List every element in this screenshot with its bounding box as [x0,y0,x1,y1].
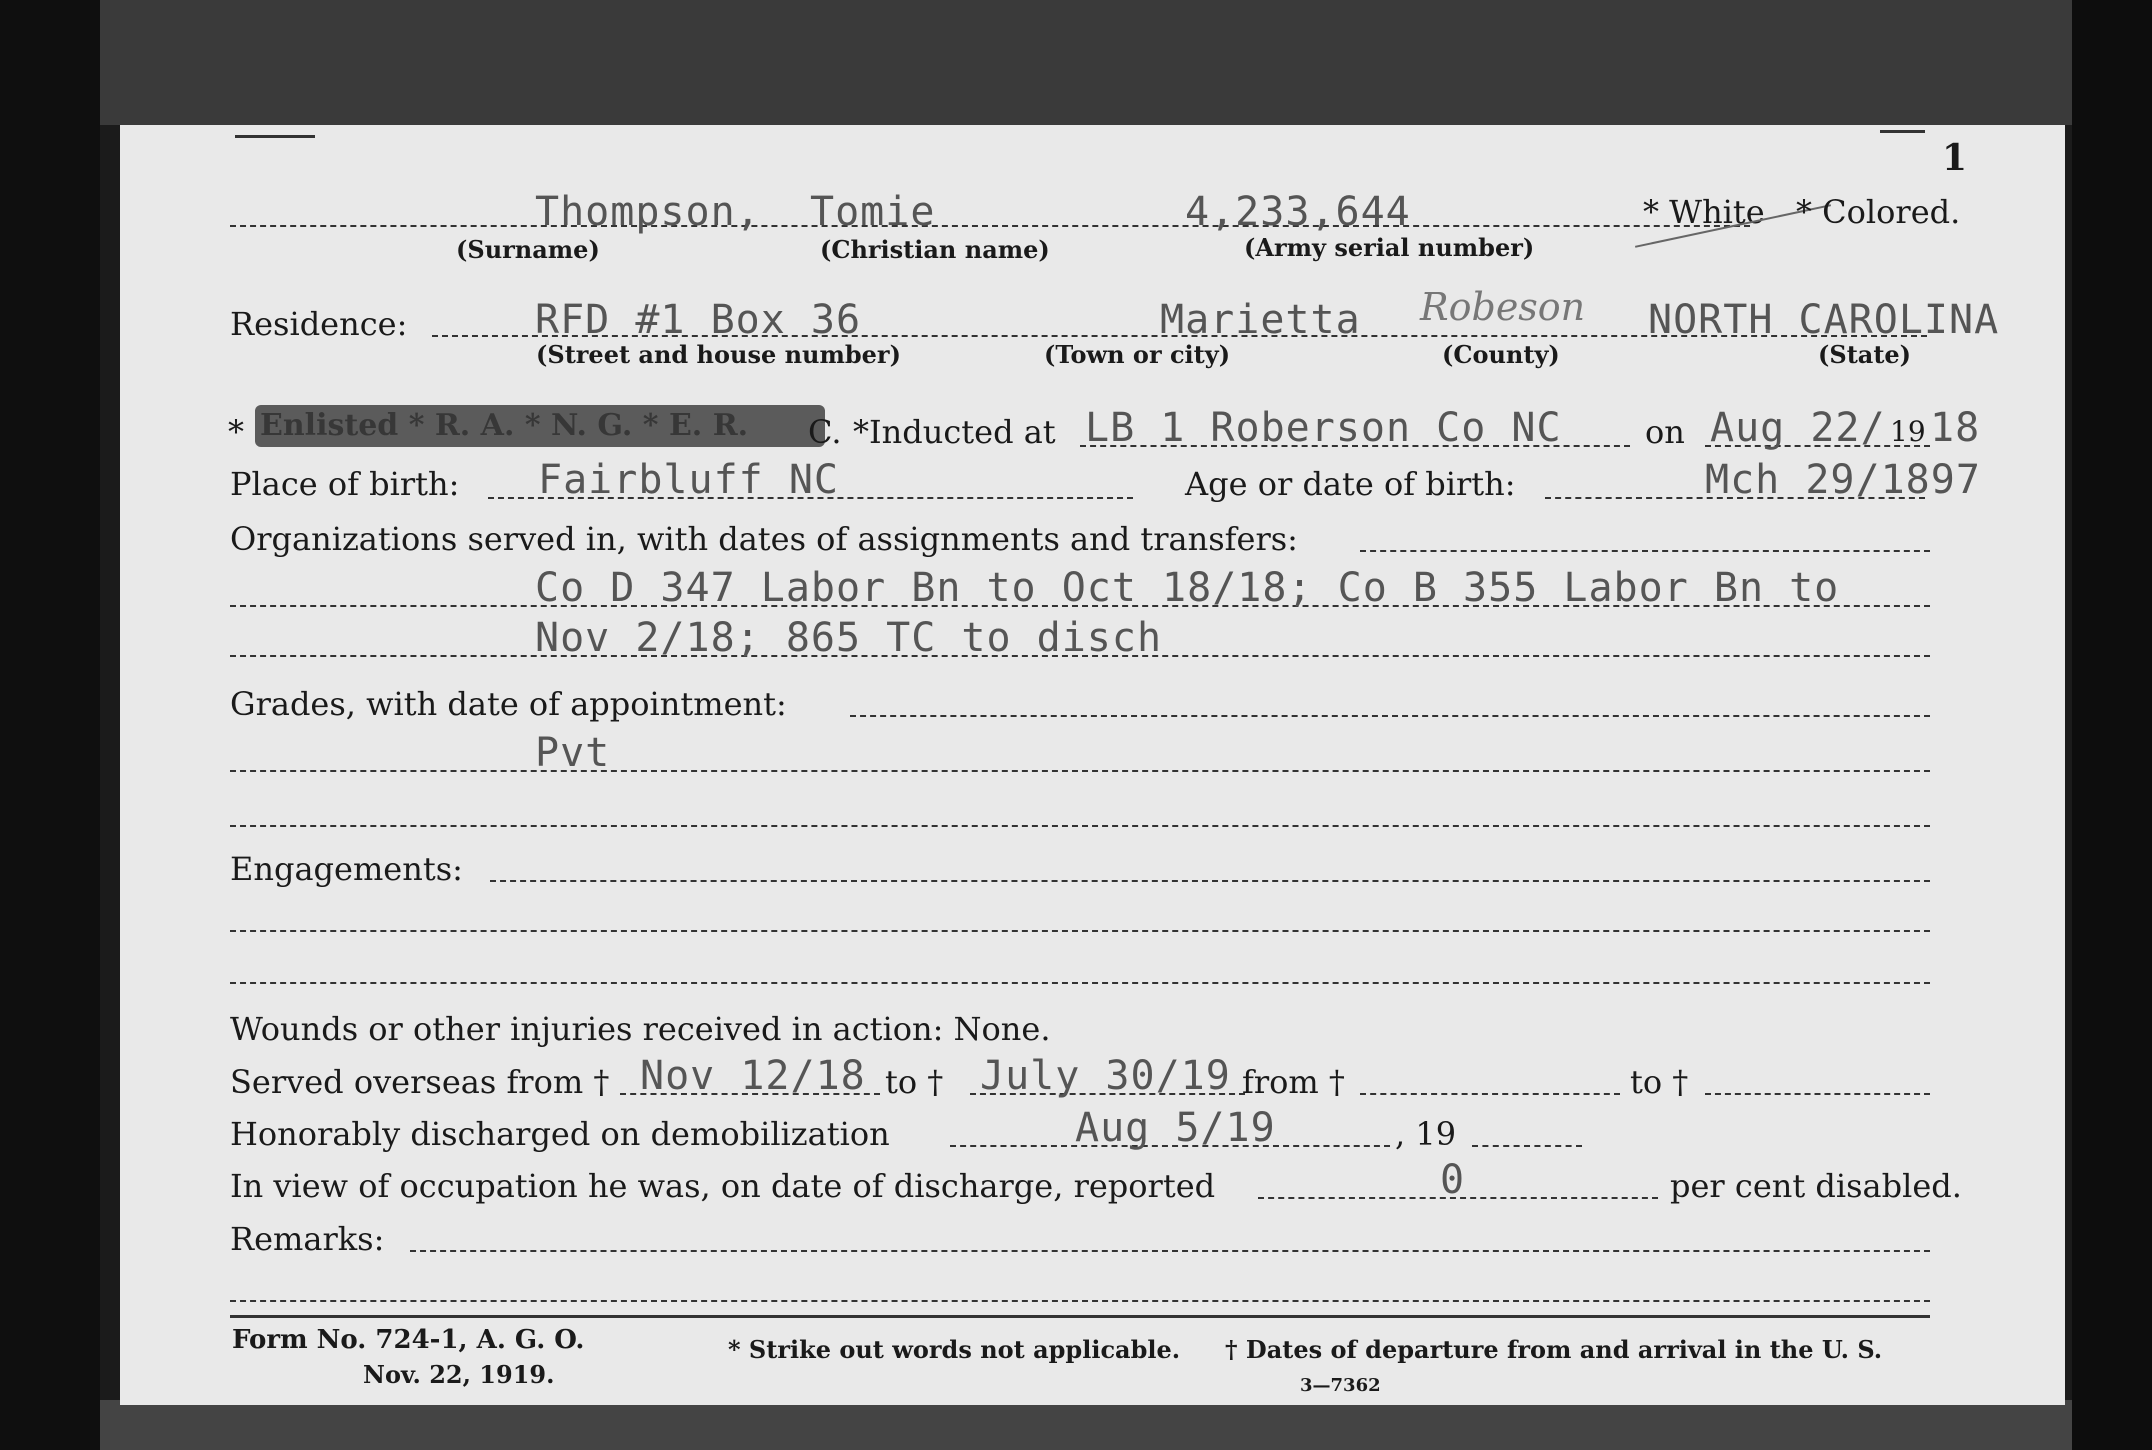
top-left-rule [235,135,315,138]
card-number: 1 [1942,137,1968,179]
remarks-label: Remarks: [230,1220,385,1258]
grades-label: Grades, with date of appointment: [230,685,787,723]
scan-background-bottom [100,1400,2072,1450]
inducted-value: LB 1 Roberson Co NC [1085,405,1562,451]
overseas-to2-line [1705,1093,1930,1095]
colored-label: * Colored. [1796,193,1961,231]
engagements-line-1 [230,930,1930,932]
surname-value: Thompson, [535,189,761,235]
strike-note: * Strike out words not applicable. [728,1335,1181,1364]
form-number: Form No. 724-1, A. G. O. [232,1325,585,1355]
remarks-line-1 [230,1300,1930,1302]
residence-label: Residence: [230,305,408,343]
age-value: Mch 29/1897 [1705,457,1981,503]
induction-date-value: Aug 22/ [1710,405,1886,451]
overseas-label: Served overseas from † [230,1063,610,1101]
serial-number-label: (Army serial number) [1244,233,1535,262]
enlisted-c: C. [808,413,842,451]
form-date: Nov. 22, 1919. [363,1360,555,1389]
remarks-line-0 [410,1250,1930,1252]
inducted-label: *Inducted at [853,413,1056,451]
state-label: (State) [1818,340,1912,369]
overseas-to-label: to † [885,1063,944,1101]
discharge-year-label: , 19 [1395,1115,1457,1153]
christian-name-label: (Christian name) [820,235,1050,264]
discharge-label: Honorably discharged on demobilization [230,1115,890,1153]
overseas-to-value: July 30/19 [980,1053,1231,1099]
overseas-to2-label: to † [1630,1063,1689,1101]
grades-line-2 [230,825,1930,827]
state-value: NORTH CAROLINA [1648,297,2000,343]
engagements-line-0 [490,880,1930,882]
top-right-rule [1880,130,1925,133]
disability-suffix: per cent disabled. [1670,1167,1962,1205]
christian-name-value: Tomie [810,189,936,235]
surname-label: (Surname) [456,235,600,264]
overseas-from-value: Nov 12/18 [640,1053,866,1099]
induction-year-prefix: 19 [1890,415,1926,448]
overseas-from2-line [1360,1093,1620,1095]
wounds-label: Wounds or other injuries received in action: None. [230,1010,1051,1048]
enlisted-star: * [228,413,244,451]
scan-border-left [0,0,100,1450]
scan-background-top [100,0,2072,125]
footer-rule [230,1315,1930,1318]
white-label: * White [1643,193,1765,231]
place-of-birth-value: Fairbluff NC [538,457,839,503]
overseas-from2-label: from † [1242,1063,1345,1101]
town-label: (Town or city) [1044,340,1231,369]
disability-value: 0 [1440,1157,1466,1203]
serial-number-value: 4,233,644 [1185,189,1411,235]
grades-line-0 [850,715,1930,717]
discharge-value: Aug 5/19 [1075,1105,1276,1151]
organizations-label: Organizations served in, with dates of assignments and transfers: [230,520,1298,558]
organizations-value-1: Co D 347 Labor Bn to Oct 18/18; Co B 355 Labor Bn to [535,565,1840,611]
grade-value: Pvt [535,730,611,776]
street-label: (Street and house number) [536,340,901,369]
town-value: Marietta [1160,297,1361,343]
county-label: (County) [1442,340,1560,369]
organizations-value-2: Nov 2/18; 865 TC to disch [535,615,1163,661]
form-code: 3—7362 [1300,1375,1381,1396]
grades-line-1 [230,770,1930,772]
discharge-year-line [1472,1145,1582,1147]
induction-year-value: 18 [1930,405,1981,451]
age-label: Age or date of birth: [1185,465,1516,503]
engagements-line-2 [230,982,1930,984]
street-value: RFD #1 Box 36 [535,297,862,343]
engagements-label: Engagements: [230,850,463,888]
enlisted-options: Enlisted * R. A. * N. G. * E. R. [260,408,749,443]
dates-note: † Dates of departure from and arrival in the U. S. [1225,1335,1883,1364]
service-record-card [120,125,2065,1405]
disability-label: In view of occupation he was, on date of discharge, reported [230,1167,1216,1205]
place-of-birth-label: Place of birth: [230,465,460,503]
organizations-line-0 [1360,550,1930,552]
scan-border-right [2072,0,2152,1450]
county-value: Robeson [1420,285,1586,329]
name-line [230,225,1750,227]
on-label: on [1645,413,1685,451]
